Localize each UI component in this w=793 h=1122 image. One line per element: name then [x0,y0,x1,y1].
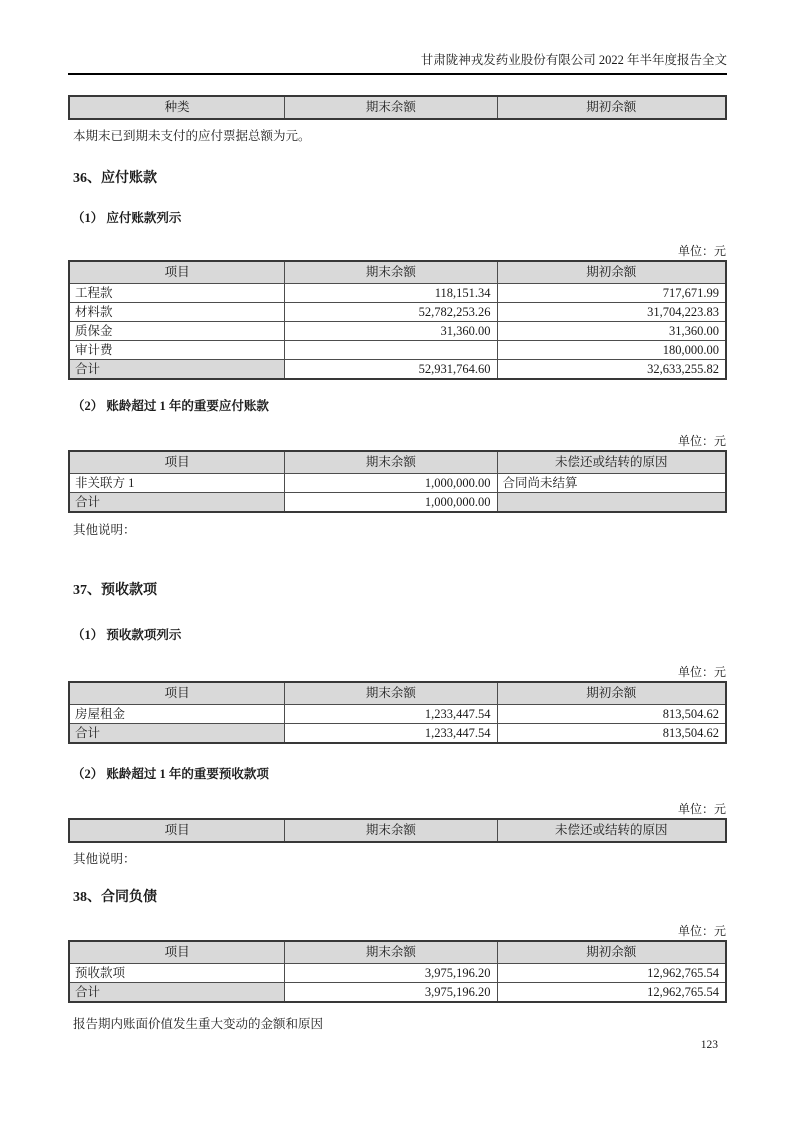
table-header-row [69,261,726,284]
column-header: 项目 [69,682,285,705]
bills-paid-note: 本期末已到期未支付的应付票据总额为元。 [73,129,311,143]
table-total-row [69,724,726,744]
other-note: 其他说明： [73,523,136,537]
unit-label: 单位：元 [677,434,726,448]
table-row [69,474,726,493]
table-cell: 31,360.00 [285,322,497,341]
table-header-row [69,941,726,964]
table-header-row [69,682,726,705]
column-header: 期初余额 [497,96,726,119]
table-cell: 52,931,764.60 [285,360,497,380]
column-header: 期末余额 [285,819,497,842]
table-cell: 合计 [69,983,285,1003]
section-36-sub2-title: （2） 账龄超过 1 年的重要应付账款 [72,399,269,413]
table-cell: 12,962,765.54 [497,964,726,983]
column-header: 期初余额 [497,682,726,705]
table-row [69,303,726,322]
table-total-row [69,983,726,1003]
table-cell: 1,233,447.54 [285,705,497,724]
section-36-sub1-title: （1） 应付账款列示 [72,211,182,225]
unit-label: 单位：元 [677,924,726,938]
table-cell: 717,671.99 [497,284,726,303]
table-cell: 118,151.34 [285,284,497,303]
column-header: 期末余额 [285,261,497,284]
table-cell: 非关联方 1 [69,474,285,493]
column-header: 期末余额 [285,451,497,474]
table-cell: 房屋租金 [69,705,285,724]
column-header: 期初余额 [497,261,726,284]
aged-accounts-payable-table [68,450,727,513]
table-cell: 合计 [69,360,285,380]
table-cell: 审计费 [69,341,285,360]
column-header: 种类 [69,96,285,119]
column-header: 期末余额 [285,682,497,705]
table-cell: 31,360.00 [497,322,726,341]
column-header: 项目 [69,819,285,842]
section-38-title: 38、合同负债 [73,890,157,905]
table-cell: 31,704,223.83 [497,303,726,322]
advances-received-table [68,681,727,744]
page-header [68,52,727,75]
table-cell [285,341,497,360]
accounts-payable-table [68,260,727,380]
unit-label: 单位：元 [677,802,726,816]
table-header-row [69,96,726,119]
table-cell: 材料款 [69,303,285,322]
contract-liabilities-table [68,940,727,1003]
table-cell: 3,975,196.20 [285,964,497,983]
table-cell: 3,975,196.20 [285,983,497,1003]
table-row [69,964,726,983]
table-cell: 813,504.62 [497,705,726,724]
table-cell: 合计 [69,493,285,513]
report-title: 甘肃陇神戎发药业股份有限公司 2022 年半年度报告全文 [420,53,727,67]
table-cell: 1,000,000.00 [285,474,497,493]
page-number: 123 [700,1039,718,1051]
table-row [69,284,726,303]
column-header: 期末余额 [285,96,497,119]
section-36-title: 36、应付账款 [73,171,157,186]
column-header: 项目 [69,261,285,284]
carrying-value-change-note: 报告期内账面价值发生重大变动的金额和原因 [73,1017,324,1031]
other-note: 其他说明： [73,852,136,866]
section-37-sub1-title: （1） 预收款项列示 [72,628,182,642]
table-cell: 质保金 [69,322,285,341]
column-header: 期初余额 [497,941,726,964]
table-cell: 12,962,765.54 [497,983,726,1003]
table-cell: 813,504.62 [497,724,726,744]
column-header: 项目 [69,941,285,964]
table-cell: 52,782,253.26 [285,303,497,322]
table-cell: 32,633,255.82 [497,360,726,380]
table-header-row [69,819,726,842]
table-header-row [69,451,726,474]
table-total-row [69,360,726,380]
table-row [69,341,726,360]
section-37-title: 37、预收款项 [73,583,157,598]
column-header: 未偿还或结转的原因 [497,451,726,474]
section-37-sub2-title: （2） 账龄超过 1 年的重要预收款项 [72,767,269,781]
unit-label: 单位：元 [677,665,726,679]
table-total-row [69,493,726,513]
table-cell: 合同尚未结算 [497,474,726,493]
table-cell [497,493,726,513]
table-cell: 预收款项 [69,964,285,983]
column-header: 未偿还或结转的原因 [497,819,726,842]
table-cell: 合计 [69,724,285,744]
table-cell: 1,233,447.54 [285,724,497,744]
table-row [69,322,726,341]
table-cell: 180,000.00 [497,341,726,360]
table-row [69,705,726,724]
column-header: 项目 [69,451,285,474]
unit-label: 单位：元 [677,244,726,258]
notes-payable-continued-table [68,95,727,120]
table-cell: 1,000,000.00 [285,493,497,513]
aged-advances-received-table [68,818,727,843]
column-header: 期末余额 [285,941,497,964]
table-cell: 工程款 [69,284,285,303]
